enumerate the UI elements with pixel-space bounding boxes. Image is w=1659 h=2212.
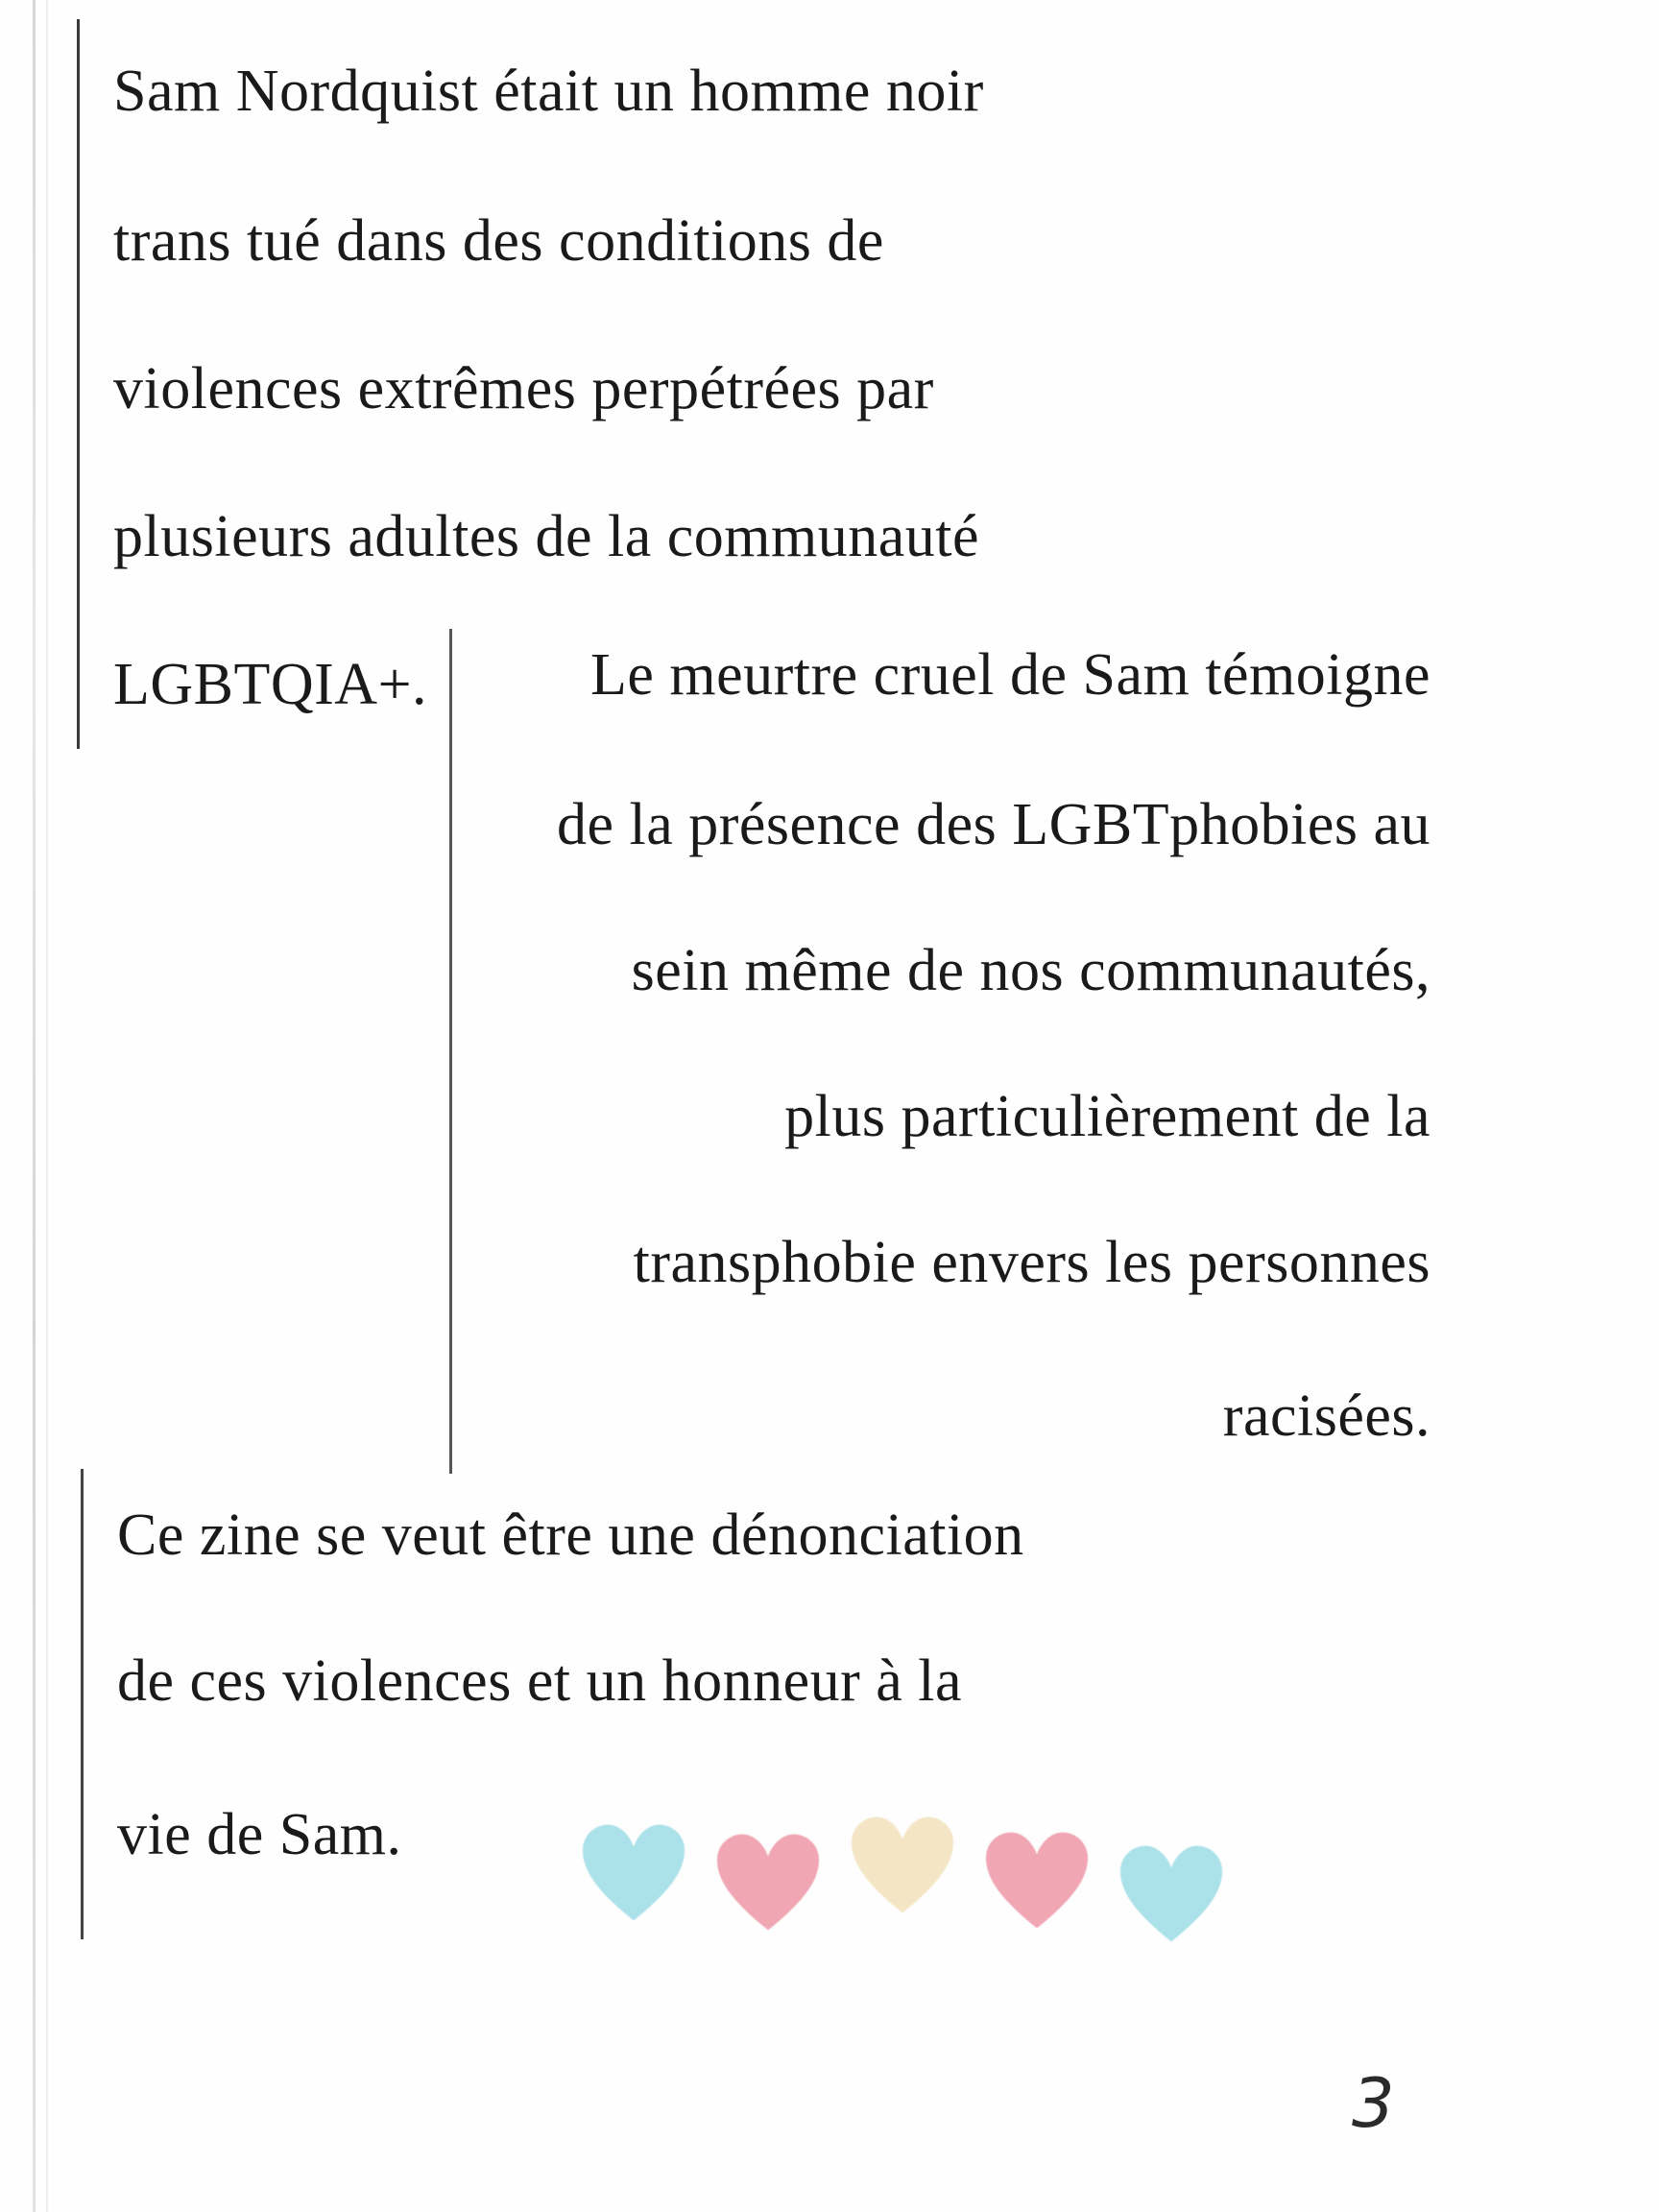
middle-line: transphobie envers les personnes <box>633 1230 1431 1295</box>
middle-line: de la présence des LGBTphobies au <box>556 792 1431 857</box>
intro-line: LGBTQIA+. <box>113 652 428 717</box>
intro-line: violences extrêmes perpétrées par <box>113 356 934 421</box>
intro-line: trans tué dans des conditions de <box>113 208 884 274</box>
intro-line: plusieurs adultes de la communauté <box>113 504 979 569</box>
heart-icon <box>576 1815 691 1930</box>
closing-line: vie de Sam. <box>117 1802 402 1867</box>
closing-line: de ces violences et un honneur à la <box>117 1648 962 1714</box>
scan-edge <box>33 0 36 2212</box>
intro-margin-rule <box>77 19 80 749</box>
middle-line: sein même de nos communautés, <box>631 938 1431 1003</box>
intro-line: Sam Nordquist était un homme noir <box>113 59 984 124</box>
hearts-row <box>576 1815 1267 1959</box>
middle-line: racisées. <box>1222 1383 1431 1449</box>
middle-line: Le meurtre cruel de Sam témoigne <box>589 642 1431 708</box>
middle-margin-rule <box>449 629 452 1474</box>
heart-icon <box>1114 1836 1229 1951</box>
heart-icon <box>845 1807 960 1922</box>
closing-line: Ce zine se veut être une dénonciation <box>117 1503 1024 1568</box>
page-number: 3 <box>1352 2064 1395 2143</box>
scan-edge-secondary <box>46 0 48 2212</box>
closing-margin-rule <box>81 1469 84 1939</box>
heart-icon <box>979 1822 1094 1937</box>
middle-line: plus particulièrement de la <box>784 1084 1431 1149</box>
heart-icon <box>710 1824 826 1939</box>
